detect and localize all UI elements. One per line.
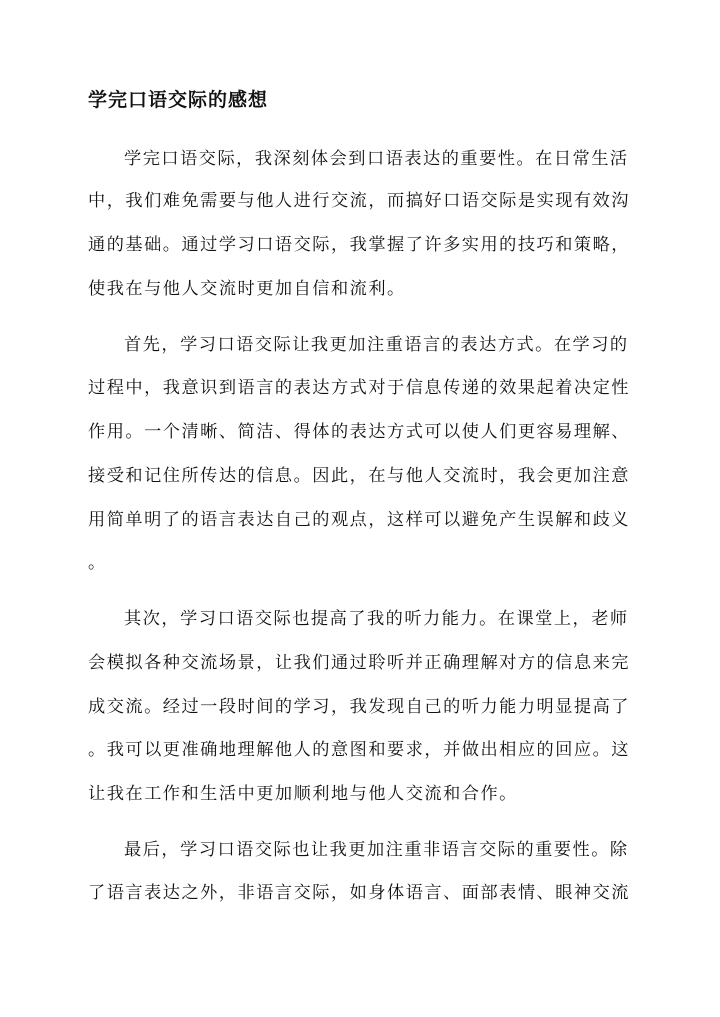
paragraph-4-line-1: 最后，学习口语交际也让我更加注重非语言交际的重要性。除: [124, 840, 629, 860]
paragraph-1-line-4: 使我在与他人交流时更加自信和流利。: [88, 279, 406, 299]
paragraph-2-line-2: 过程中，我意识到语言的表达方式对于信息传递的效果起着决定性: [88, 378, 630, 398]
paragraph-1-line-2: 中，我们难免需要与他人进行交流，而搞好口语交际是实现有效沟: [88, 191, 630, 211]
document-title: 学完口语交际的感想: [88, 89, 269, 111]
paragraph-1-line-3: 通的基础。通过学习口语交际，我掌握了许多实用的技巧和策略，: [88, 235, 630, 255]
paragraph-2-line-6: 。: [88, 553, 107, 573]
paragraph-2-line-1: 首先，学习口语交际让我更加注重语言的表达方式。在学习的: [124, 335, 629, 355]
paragraph-3-line-3: 成交流。经过一段时间的学习，我发现自己的听力能力明显提高了: [88, 697, 630, 717]
paragraph-1-line-1: 学完口语交际，我深刻体会到口语表达的重要性。在日常生活: [124, 149, 629, 169]
paragraph-2-line-5: 用简单明了的语言表达自己的观点，这样可以避免产生误解和歧义: [88, 510, 630, 530]
paragraph-2-line-4: 接受和记住所传达的信息。因此，在与他人交流时，我会更加注意: [88, 466, 630, 486]
paragraph-3-line-2: 会模拟各种交流场景，让我们通过聆听并正确理解对方的信息来完: [88, 653, 630, 673]
paragraph-4-line-2: 了语言表达之外，非语言交际，如身体语言、面部表情、眼神交流: [88, 883, 630, 903]
paragraph-3-line-1: 其次，学习口语交际也提高了我的听力能力。在课堂上，老师: [124, 609, 629, 629]
paragraph-3-line-4: 。我可以更准确地理解他人的意图和要求，并做出相应的回应。这: [88, 740, 630, 760]
paragraph-2-line-3: 作用。一个清晰、简洁、得体的表达方式可以使人们更容易理解、: [88, 422, 630, 442]
paragraph-3-line-5: 让我在工作和生活中更加顺利地与他人交流和合作。: [88, 784, 518, 804]
